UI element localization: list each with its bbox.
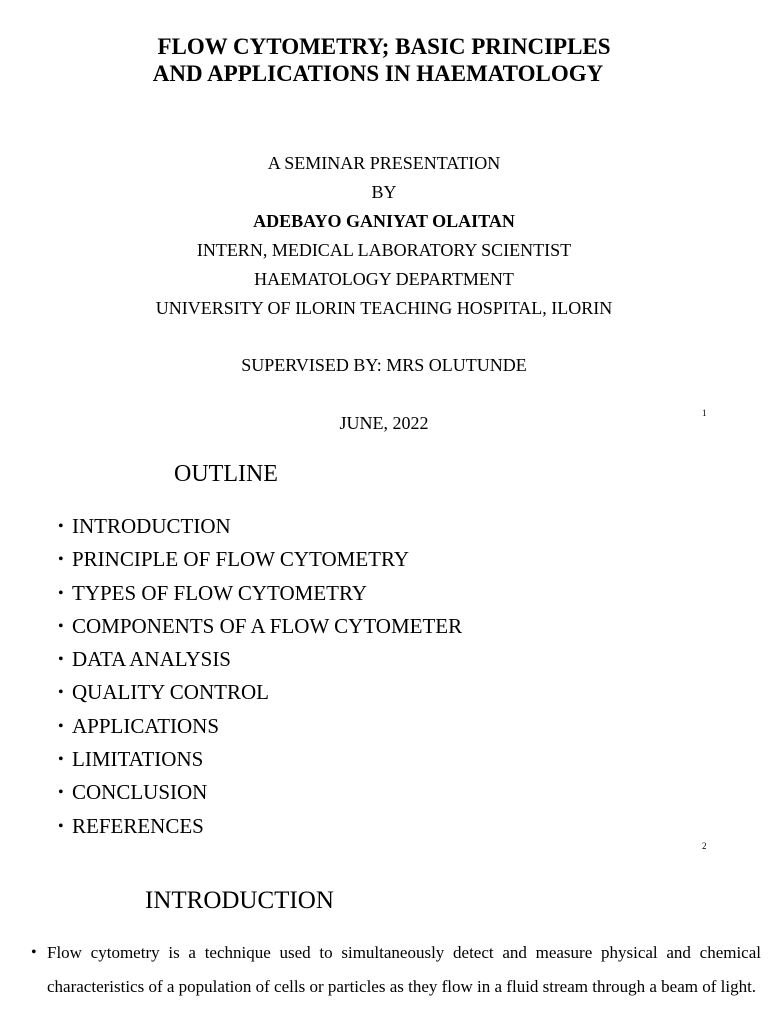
outline-item-label: LIMITATIONS — [72, 747, 204, 772]
department-name: HAEMATOLOGY DEPARTMENT — [254, 269, 514, 289]
bullet-icon: • — [58, 551, 64, 569]
outline-item — [58, 710, 462, 743]
outline-item-label: DATA ANALYSIS — [72, 647, 231, 672]
outline-item — [58, 676, 462, 709]
supervisor-line: SUPERVISED BY: MRS OLUTUNDE — [241, 355, 527, 375]
bullet-icon: • — [58, 717, 64, 735]
bullet-icon: • — [58, 784, 64, 802]
bullet-icon: • — [58, 817, 64, 835]
title-slide — [0, 0, 768, 432]
bullet-icon: • — [58, 617, 64, 635]
outline-list — [58, 510, 462, 843]
outline-item-label: REFERENCES — [72, 813, 204, 838]
page-number: 2 — [702, 841, 707, 851]
introduction-text: Flow cytometry is a technique used to simultaneously detect and measure physical and chemical characteristics of a population of cells or particles as they flow in a fluid stream through a beam of light. — [47, 943, 761, 996]
author-role: INTERN, MEDICAL LABORATORY SCIENTIST — [196, 240, 572, 260]
institution-name: UNIVERSITY OF ILORIN TEACHING HOSPITAL, ILORIN — [155, 298, 613, 318]
bullet-icon: • — [58, 584, 64, 602]
outline-item — [58, 743, 462, 776]
presentation-subtitle: A SEMINAR PRESENTATION — [267, 153, 501, 173]
outline-item-label: TYPES OF FLOW CYTOMETRY — [72, 580, 368, 605]
outline-item — [58, 610, 462, 643]
bullet-icon: • — [58, 518, 64, 535]
bullet-icon: • — [31, 944, 37, 961]
by-label: BY — [371, 182, 397, 202]
author-name: ADEBAYO GANIYAT OLAITAN — [253, 211, 515, 231]
outline-item-label: APPLICATIONS — [72, 713, 220, 738]
outline-item-label: INTRODUCTION — [72, 514, 231, 538]
outline-item-label: QUALITY CONTROL — [72, 680, 269, 705]
presentation-date: JUNE, 2022 — [339, 413, 429, 433]
outline-item-label: COMPONENTS OF A FLOW CYTOMETER — [72, 613, 463, 638]
title-line-2: AND APPLICATIONS IN HAEMATOLOGY — [152, 61, 604, 86]
introduction-heading: INTRODUCTION — [145, 887, 334, 914]
outline-slide — [0, 432, 768, 864]
outline-item — [58, 577, 462, 610]
introduction-slide — [0, 864, 768, 1024]
title-line-1: FLOW CYTOMETRY; BASIC PRINCIPLES — [157, 34, 611, 59]
outline-item — [58, 510, 462, 543]
outline-item — [58, 643, 462, 676]
page-number: 1 — [702, 408, 707, 418]
outline-item-label: CONCLUSION — [72, 780, 208, 805]
outline-item — [58, 810, 462, 843]
outline-item — [58, 776, 462, 809]
outline-item — [58, 543, 462, 576]
bullet-icon: • — [58, 651, 64, 669]
bullet-icon: • — [58, 751, 64, 769]
introduction-paragraph — [31, 936, 761, 1004]
outline-heading: OUTLINE — [174, 461, 278, 487]
outline-item-label: PRINCIPLE OF FLOW CYTOMETRY — [72, 547, 410, 572]
bullet-icon: • — [58, 684, 64, 702]
